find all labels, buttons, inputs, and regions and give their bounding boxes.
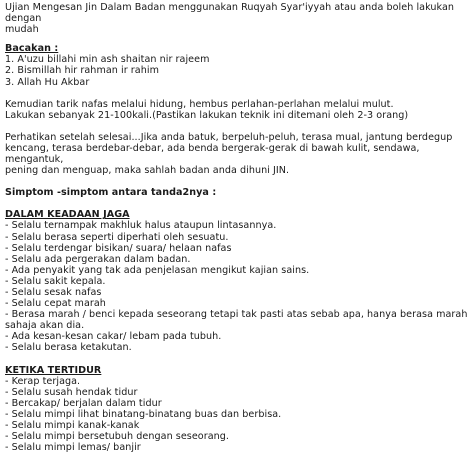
observe-line-2: kencang, terasa berdebar-debar, ada benda bergerak-gerak di bawah kulit, sendawa, mengantuk, xyxy=(5,142,420,166)
list-item: - Berasa marah / benci kepada seseorang tetapi tak pasti atas sebab apa, hanya berasa marah xyxy=(5,309,468,321)
list-item: - Kerap terjaga. xyxy=(5,375,81,387)
bacakan-heading: Bacakan : xyxy=(5,43,59,55)
list-item: - Ada penyakit yang tak ada penjelasan mengikut kajian sains. xyxy=(5,264,310,276)
awake-heading: DALAM KEADAAN JAGA xyxy=(5,209,130,221)
article-body xyxy=(5,2,471,453)
list-item: - Selalu terdengar bisikan/ suara/ helaan nafas xyxy=(5,242,232,254)
awake-list xyxy=(5,220,471,353)
list-item: 2. Bismillah hir rahman ir rahim xyxy=(5,65,159,77)
asleep-list xyxy=(5,376,471,453)
list-item: - Selalu mimpi bersetubuh dengan seseorang. xyxy=(5,431,230,443)
bacakan-list xyxy=(5,54,471,87)
intro-line-1: Ujian Mengesan Jin Dalam Badan menggunakan Ruqyah Syar'iyyah atau anda boleh lakukan dengan xyxy=(5,2,455,25)
list-item: 1. A'uzu billahi min ash shaitan nir rajeem xyxy=(5,54,210,66)
list-item: - Selalu sesak nafas xyxy=(5,286,102,298)
observe-line-3: pening dan menguap, maka sahlah badan anda dihuni JIN. xyxy=(5,165,290,177)
symptoms-heading: Simptom -simptom antara tanda2nya : xyxy=(5,187,217,199)
observe-line-1: Perhatikan setelah selesai...Jika anda batuk, berpeluh-peluh, terasa mual, jantung berdegup xyxy=(5,131,453,143)
instructions-line-2: Lakukan sebanyak 21-100kali.(Pastikan lakukan teknik ini ditemani oleh 2-3 orang) xyxy=(5,109,409,121)
asleep-heading: KETIKA TERTIDUR xyxy=(5,364,102,376)
list-item: - Selalu cepat marah xyxy=(5,298,106,310)
instructions-line-1: Kemudian tarik nafas melalui hidung, hembus perlahan-perlahan melalui mulut. xyxy=(5,98,394,110)
list-item: - Selalu ternampak makhluk halus ataupun lintasannya. xyxy=(5,220,277,232)
list-item: - Selalu susah hendak tidur xyxy=(5,386,138,398)
list-item: - Selalu mimpi lemas/ banjir xyxy=(5,442,141,453)
list-item: - Selalu berasa ketakutan. xyxy=(5,342,132,354)
list-item: - Selalu sakit kepala. xyxy=(5,275,106,287)
list-item: - Ada kesan-kesan cakar/ lebam pada tubuh. xyxy=(5,331,222,343)
list-item: sahaja akan dia. xyxy=(5,320,85,332)
list-item: - Selalu ada pergerakan dalam badan. xyxy=(5,253,191,265)
list-item: - Selalu mimpi kanak-kanak xyxy=(5,420,140,431)
list-item: - Bercakap/ berjalan dalam tidur xyxy=(5,397,162,409)
intro-line-2: mudah xyxy=(5,24,39,36)
list-item: - Selalu mimpi lihat binatang-binatang buas dan berbisa. xyxy=(5,408,282,420)
list-item: - Selalu berasa seperti diperhati oleh sesuatu. xyxy=(5,231,229,243)
list-item: 3. Allah Hu Akbar xyxy=(5,76,90,88)
